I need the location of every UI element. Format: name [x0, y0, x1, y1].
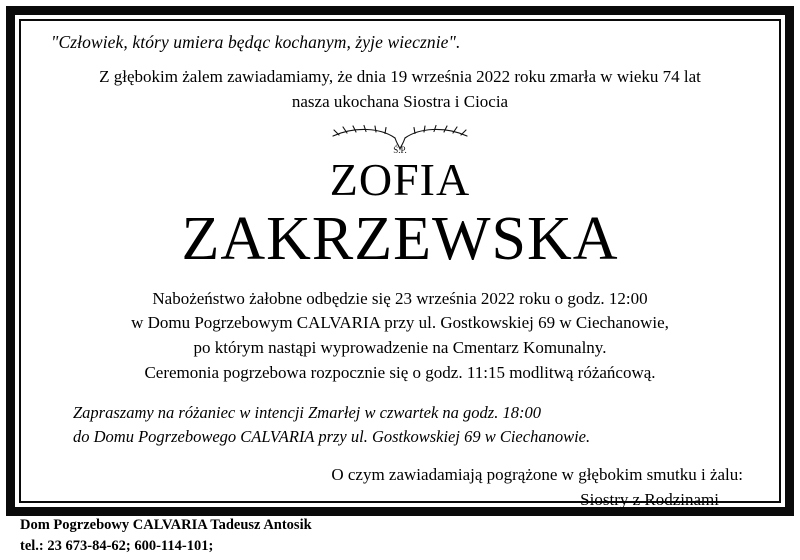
notice-content — [21, 21, 779, 509]
deceased-last-name: ZAKRZEWSKA — [181, 204, 619, 273]
closing-statement — [35, 463, 765, 512]
announcement-intro-line2: nasza ukochana Siostra i Ciocia — [291, 91, 509, 111]
ceremony-detail-line: Ceremonia pogrzebowa rozpocznie się o godz. 11:15 modlitwą różańcową. — [144, 362, 656, 382]
palm-branch-emblem — [35, 122, 765, 156]
rosary-invitation-line1: Zapraszamy na różaniec w intencji Zmarłej w czwartek na godz. 18:00 — [73, 403, 541, 423]
memorial-quote: "Człowiek, który umiera będąc kochanym, żyje wiecznie". — [51, 32, 461, 52]
rosary-invitation-line2: do Domu Pogrzebowego CALVARIA przy ul. Gostkowskiej 69 w Ciechanowie. — [73, 427, 591, 447]
closing-line: O czym zawiadamiają pogrążone w głębokim smutku i żalu: — [331, 465, 743, 485]
emblem-label: Ś.P. — [393, 145, 407, 156]
ceremony-detail-line: Nabożeństwo żałobne odbędzie się 23 września 2022 roku o godz. 12:00 — [152, 288, 648, 308]
funeral-home-phone: tel.: 23 673-84-62; 600-114-101; — [20, 538, 214, 555]
ceremony-detail-line: w Domu Pogrzebowym CALVARIA przy ul. Gostkowskiej 69 w Ciechanowie, — [131, 313, 669, 333]
deceased-first-name: ZOFIA — [329, 154, 471, 206]
announcement-intro — [35, 65, 765, 114]
rosary-invitation — [35, 401, 765, 449]
ceremony-detail-line: po którym nastąpi wyprowadzenie na Cmentarz Komunalny. — [193, 338, 607, 358]
funeral-home-footer — [20, 515, 312, 559]
announcement-intro-line1: Z głębokim żalem zawiadamiamy, że dnia 19 września 2022 roku zmarła w wieku 74 lat — [99, 67, 701, 86]
family-signature: Siostry z Rodzinami — [580, 489, 719, 509]
ceremony-details — [35, 287, 765, 386]
funeral-home-name: Dom Pogrzebowy CALVARIA Tadeusz Antosik — [20, 516, 312, 533]
